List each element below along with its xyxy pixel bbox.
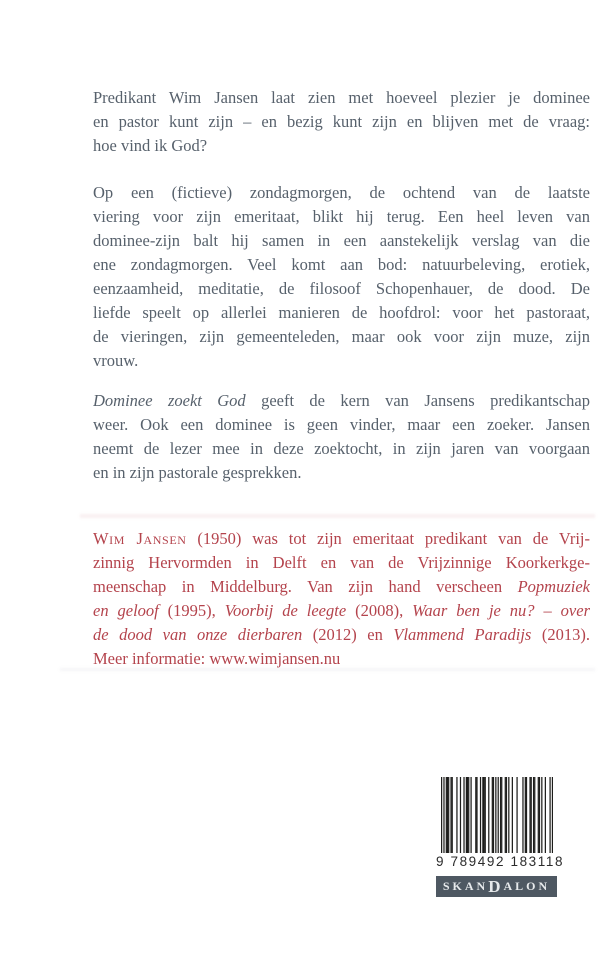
- text-line: meenschap in Middelburg. Van zijn hand verscheen Popmuziek: [93, 577, 590, 596]
- blurb-paragraph-synopsis: [93, 181, 590, 373]
- text-line: Op een (fictieve) zondagmorgen, de ochtend van de laatste: [93, 183, 590, 202]
- text-line: Meer informatie: www.wimjansen.nu: [93, 649, 341, 668]
- text-line: Wim Jansen (1950) was tot zijn emeritaat predikant van de Vrij-: [93, 529, 590, 548]
- text-line: vrouw.: [93, 351, 139, 370]
- blurb-paragraph-intro: [93, 86, 590, 158]
- text-line: dominee-zijn balt hij samen in een aanstekelijk verslag van die: [93, 231, 590, 250]
- text-line: hoe vind ik God?: [93, 136, 208, 155]
- text-line: de dood van onze dierbaren (2012) en Vlammend Paradijs (2013).: [93, 625, 590, 644]
- text-line: Dominee zoekt God geeft de kern van Jansens predikantschap: [93, 391, 590, 410]
- barcode-block: [436, 777, 565, 897]
- text-line: eenzaamheid, meditatie, de filosoof Schopenhauer, de dood. De: [93, 279, 590, 298]
- publisher-logo: [436, 876, 557, 897]
- text-line: Predikant Wim Jansen laat zien met hoeveel plezier je dominee: [93, 88, 590, 107]
- author-bio-paragraph: [93, 527, 590, 671]
- text-line: en in zijn pastorale gesprekken.: [93, 463, 302, 482]
- text-line: viering voor zijn emeritaat, blikt hij terug. Een heel leven van: [93, 207, 590, 226]
- text-line: de vieringen, zijn gemeenteleden, maar ook voor zijn muze, zijn: [93, 327, 590, 346]
- publisher-logo-text: ALON: [503, 879, 551, 893]
- text-line: en pastor kunt zijn – en bezig kunt zijn en blijven met de vraag:: [93, 112, 590, 131]
- blurb-paragraph-core: [93, 389, 590, 485]
- publisher-logo-text: SKAN: [442, 879, 489, 893]
- text-line: en geloof (1995), Voorbij de leegte (2008), Waar ben je nu? – over: [93, 601, 590, 620]
- text-line: ene zondagmorgen. Veel komt aan bod: natuurbeleving, erotiek,: [93, 255, 590, 274]
- publisher-logo-big-d: D: [488, 877, 504, 896]
- text-line: liefde speelt op allerlei manieren de hoofdrol: voor het pastoraat,: [93, 303, 590, 322]
- text-line: neemt de lezer mee in deze zoektocht, in zijn jaren van voorgaan: [93, 439, 590, 458]
- text-line: zinnig Hervormden in Delft en van de Vrijzinnige Koorkerkge-: [93, 553, 590, 572]
- print-ghost-line: [80, 514, 595, 518]
- ean13-barcode-icon: [441, 777, 553, 853]
- isbn-number: 9 789492 183118: [436, 854, 565, 869]
- text-line: weer. Ook een dominee is geen vinder, maar een zoeker. Jansen: [93, 415, 590, 434]
